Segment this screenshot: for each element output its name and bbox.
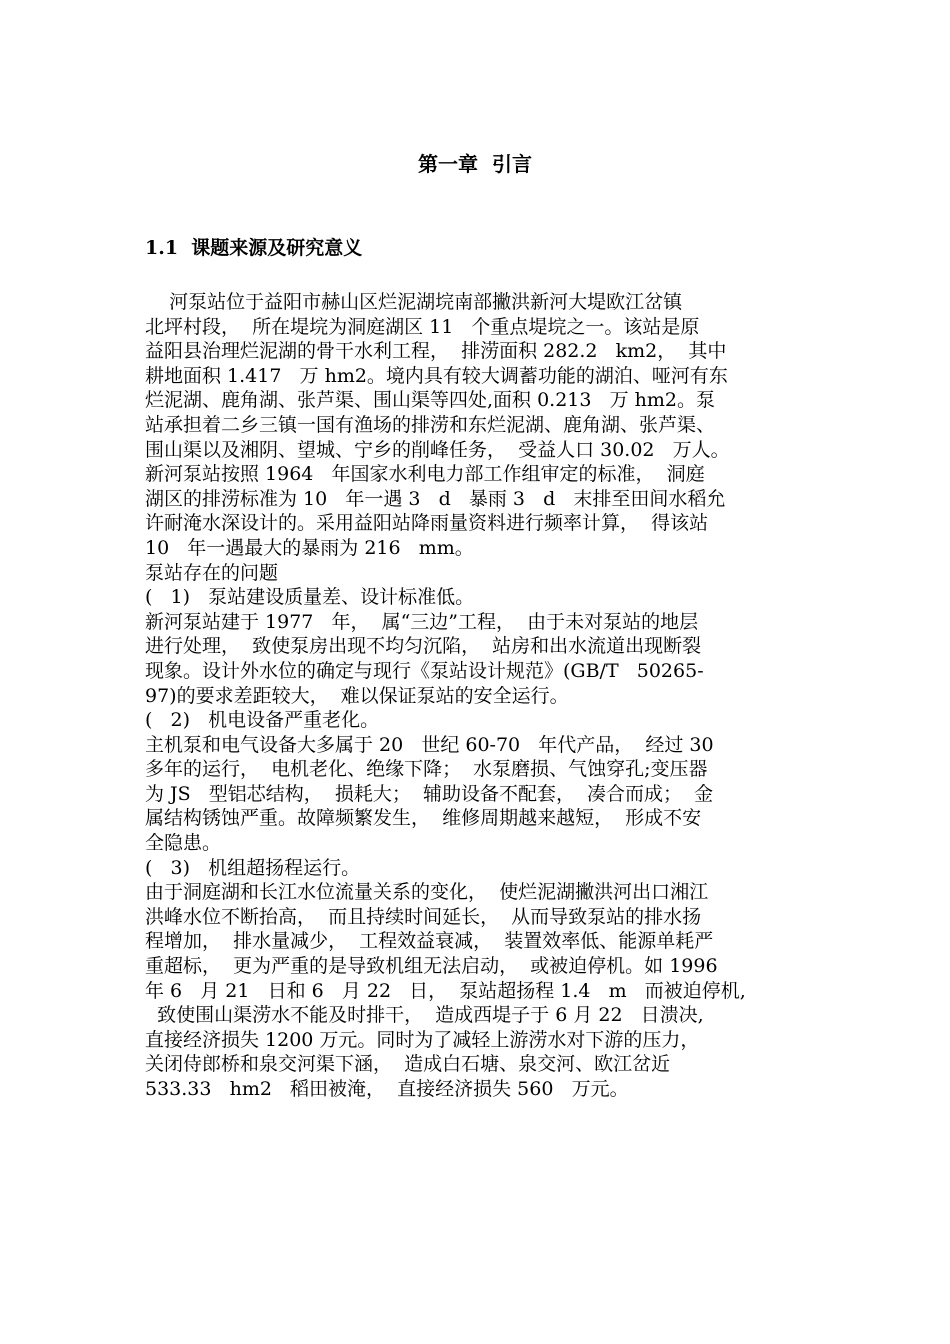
- text-line: 致使围山渠涝水不能及时排干， 造成西堤子于 6 月 22 日溃决,: [145, 1004, 704, 1027]
- text-line: 直接经济损失 1200 万元。同时为了减轻上游涝水对下游的压力，: [145, 1028, 700, 1051]
- text-line: 年 6 月 21 日和 6 月 22 日， 泵站超扬程 1.4 m 而被迫停机,: [145, 979, 746, 1002]
- body-text: [145, 290, 825, 1102]
- subheading-line: 泵站存在的问题: [145, 561, 279, 584]
- text-line: 关闭侍郎桥和泉交河渠下涵， 造成白石塘、泉交河、欧江岔近: [145, 1053, 671, 1076]
- text-line: 北坪村段， 所在堤垸为洞庭湖区 11 个重点堤垸之一。该站是原: [145, 315, 700, 338]
- text-line: 由于洞庭湖和长江水位流量关系的变化， 使烂泥湖撇洪河出口湘江: [145, 881, 709, 904]
- text-line: 站承担着二乡三镇一国有渔场的排涝和东烂泥湖、鹿角湖、张芦渠、: [145, 413, 716, 436]
- text-line: 新河泵站按照 1964 年国家水利电力部工作组审定的标准， 洞庭: [145, 463, 705, 486]
- text-line: 耕地面积 1.417 万 hm2。境内具有较大调蓄功能的湖泊、哑河有东: [145, 364, 728, 387]
- text-line: 现象。设计外水位的确定与现行《泵站设计规范》(GB/T 50265-: [145, 659, 704, 682]
- text-line: 湖区的排涝标准为 10 年一遇 3 d 暴雨 3 d 末排至田间水稻允: [145, 487, 726, 510]
- text-line: 程增加， 排水量减少， 工程效益衰减， 装置效率低、能源单耗严: [145, 930, 714, 953]
- section-heading: 1.1 课题来源及研究意义: [145, 237, 363, 259]
- list-item-heading: ( 2) 机电设备严重老化。: [145, 709, 380, 732]
- text-line: 97)的要求差距较大， 难以保证泵站的安全运行。: [145, 684, 569, 707]
- text-line: 洪峰水位不断抬高， 而且持续时间延长， 从而导致泵站的排水扬: [145, 905, 702, 928]
- text-line: 多年的运行， 电机老化、绝缘下降； 水泵磨损、气蚀穿孔;变压器: [145, 758, 708, 781]
- list-item-heading: ( 3) 机组超扬程运行。: [145, 856, 361, 879]
- text-line: 全隐患。: [145, 832, 222, 855]
- text-line: 河泵站位于益阳市赫山区烂泥湖垸南部撇洪新河大堤欧江岔镇: [145, 291, 683, 313]
- text-line: 重超标， 更为严重的是导致机组无法启动， 或被迫停机。如 1996: [145, 955, 718, 978]
- text-line: 主机泵和电气设备大多属于 20 世纪 60-70 年代产品， 经过 30: [145, 733, 714, 756]
- text-line: 益阳县治理烂泥湖的骨干水利工程， 排涝面积 282.2 km2， 其中: [145, 340, 727, 363]
- text-line: 10 年一遇最大的暴雨为 216 mm。: [145, 536, 474, 559]
- text-line: 新河泵站建于 1977 年， 属“三边”工程， 由于未对泵站的地层: [145, 610, 699, 633]
- text-line: 烂泥湖、鹿角湖、张芦渠、围山渠等四处,面积 0.213 万 hm2。泵: [145, 389, 715, 412]
- chapter-title: 第一章 引言: [418, 152, 532, 176]
- text-line: 许耐淹水深设计的。采用益阳站降雨量资料进行频率计算， 得该站: [145, 512, 709, 535]
- text-line: 进行处理， 致使泵房出现不均匀沉陷， 站房和出水流道出现断裂: [145, 635, 702, 658]
- text-line: 533.33 hm2 稻田被淹， 直接经济损失 560 万元。: [145, 1078, 629, 1100]
- list-item-heading: ( 1) 泵站建设质量差、设计标准低。: [145, 586, 475, 609]
- text-line: 属结构锈蚀严重。故障频繁发生， 维修周期越来越短， 形成不安: [145, 807, 702, 830]
- text-line: 围山渠以及湘阴、望城、宁乡的削峰任务， 受益人口 30.02 万人。: [145, 438, 730, 461]
- text-line: 为 JS 型铝芯结构， 损耗大； 辅助设备不配套， 凑合而成； 金: [145, 782, 714, 805]
